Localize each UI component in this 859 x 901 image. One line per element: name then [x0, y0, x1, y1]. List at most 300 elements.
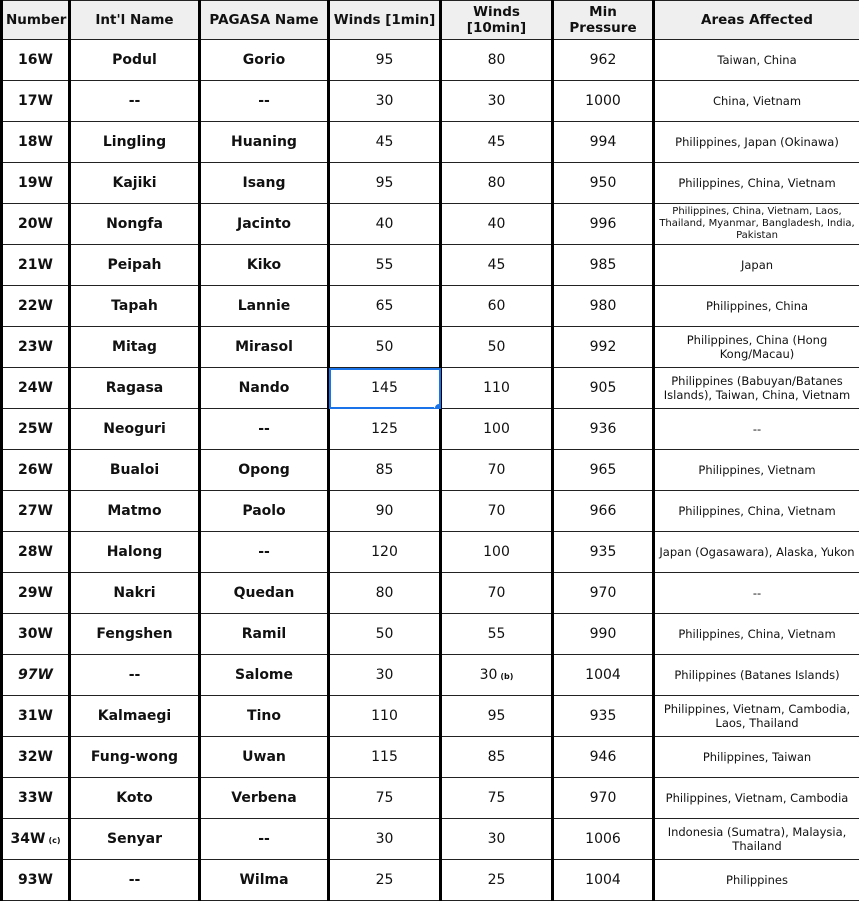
- cell-pagasa-name[interactable]: [200, 737, 329, 778]
- cell-text: 994: [589, 134, 617, 150]
- cell-text: 95: [487, 708, 506, 724]
- cell-text: Jacinto: [236, 216, 292, 232]
- cell-text: 16W: [18, 52, 53, 68]
- cell-min-pressure[interactable]: [553, 204, 654, 245]
- cell-text: 27W: [18, 503, 53, 519]
- cell-text: 935: [589, 708, 617, 724]
- cell-text: 34W: [10, 831, 46, 847]
- cell-number[interactable]: [2, 409, 70, 450]
- cell-text: Salome: [234, 667, 294, 683]
- cell-winds-10min[interactable]: [441, 860, 553, 901]
- cell-intl-name[interactable]: [70, 614, 200, 655]
- table-row: [2, 737, 859, 778]
- cell-pagasa-name[interactable]: [200, 532, 329, 573]
- cell-winds-1min[interactable]: [329, 327, 441, 368]
- table-row: [2, 614, 859, 655]
- table-row: [2, 778, 859, 819]
- cell-intl-name[interactable]: [70, 163, 200, 204]
- cell-number[interactable]: [2, 286, 70, 327]
- cell-text: --: [128, 93, 141, 109]
- cell-text: 20W: [18, 216, 53, 232]
- cell-intl-name[interactable]: [70, 778, 200, 819]
- cell-text: Philippines, China, Vietnam: [678, 176, 836, 190]
- cell-winds-10min[interactable]: [441, 81, 553, 122]
- cell-winds-1min[interactable]: [329, 819, 441, 860]
- cell-text: Bualoi: [109, 462, 160, 478]
- cell-min-pressure[interactable]: [553, 778, 654, 819]
- cell-number[interactable]: [2, 122, 70, 163]
- cell-number[interactable]: [2, 778, 70, 819]
- cell-intl-name[interactable]: [70, 245, 200, 286]
- cell-number[interactable]: [2, 655, 70, 696]
- cell-text: Wilma: [239, 872, 289, 888]
- cell-text: 935: [589, 544, 617, 560]
- cell-areas-affected[interactable]: [654, 81, 859, 122]
- cell-number[interactable]: [2, 450, 70, 491]
- cell-text: Ramil: [241, 626, 287, 642]
- cell-intl-name[interactable]: [70, 737, 200, 778]
- cell-number[interactable]: [2, 737, 70, 778]
- cell-text: Neoguri: [103, 421, 166, 437]
- cell-areas-affected[interactable]: [654, 655, 859, 696]
- cell-min-pressure[interactable]: [553, 81, 654, 122]
- cell-number[interactable]: [2, 163, 70, 204]
- cell-intl-name[interactable]: [70, 573, 200, 614]
- cell-winds-10min[interactable]: [441, 163, 553, 204]
- cell-min-pressure[interactable]: [553, 368, 654, 409]
- cell-text: 17W: [18, 93, 53, 109]
- cell-areas-affected[interactable]: [654, 368, 859, 409]
- cell-areas-affected[interactable]: [654, 286, 859, 327]
- cell-text: 996: [589, 216, 617, 232]
- table-row: [2, 245, 859, 286]
- cell-areas-affected[interactable]: [654, 737, 859, 778]
- cell-number[interactable]: [2, 614, 70, 655]
- cell-text: 25: [487, 872, 506, 888]
- cell-pagasa-name[interactable]: [200, 204, 329, 245]
- cell-areas-affected[interactable]: [654, 860, 859, 901]
- cell-areas-affected[interactable]: [654, 614, 859, 655]
- cell-areas-affected[interactable]: [654, 450, 859, 491]
- cell-text: Philippines (Batanes Islands): [674, 668, 840, 682]
- cell-winds-1min[interactable]: [329, 368, 441, 409]
- cell-winds-10min[interactable]: [441, 327, 553, 368]
- cell-text: 75: [487, 790, 506, 806]
- cell-text: 31W: [18, 708, 53, 724]
- cell-text: 946: [589, 749, 617, 765]
- cell-text: Philippines, Japan (Okinawa): [675, 135, 839, 149]
- cell-text: 1004: [585, 667, 621, 683]
- cell-number[interactable]: [2, 696, 70, 737]
- cell-text: 980: [589, 298, 617, 314]
- cell-text: 115: [371, 749, 398, 765]
- cell-text: 80: [487, 52, 506, 68]
- cell-text: Philippines, China, Vietnam: [678, 504, 836, 518]
- cell-min-pressure[interactable]: [553, 737, 654, 778]
- cell-pagasa-name[interactable]: [200, 614, 329, 655]
- cell-winds-10min[interactable]: [441, 573, 553, 614]
- header-winds-10min[interactable]: Winds [10min]: [441, 1, 553, 40]
- cell-intl-name[interactable]: [70, 655, 200, 696]
- table-row: [2, 286, 859, 327]
- cell-text: Nongfa: [106, 216, 163, 232]
- cell-winds-10min[interactable]: [441, 122, 553, 163]
- cell-pagasa-name[interactable]: [200, 327, 329, 368]
- cell-pagasa-name[interactable]: [200, 245, 329, 286]
- cell-areas-affected[interactable]: [654, 819, 859, 860]
- cell-winds-10min[interactable]: [441, 409, 553, 450]
- cell-text: 19W: [18, 175, 53, 191]
- cell-text: 100: [483, 421, 510, 437]
- cell-min-pressure[interactable]: [553, 573, 654, 614]
- cell-number[interactable]: [2, 573, 70, 614]
- table-row: [2, 204, 859, 245]
- cell-min-pressure[interactable]: [553, 122, 654, 163]
- cell-text: --: [258, 421, 270, 437]
- footnote-marker: (c): [48, 836, 61, 845]
- cell-text: Verbena: [231, 790, 297, 806]
- cell-pagasa-name[interactable]: [200, 696, 329, 737]
- table-row: [2, 819, 859, 860]
- cell-text: 145: [371, 380, 398, 396]
- cell-text: 97W: [18, 667, 53, 683]
- cell-text: 93W: [18, 872, 53, 888]
- cell-text: 125: [371, 421, 398, 437]
- cell-text: 1006: [585, 831, 621, 847]
- cell-text: 30: [479, 667, 498, 683]
- cell-text: Kiko: [246, 257, 282, 273]
- cell-text: 1000: [585, 93, 621, 109]
- cell-areas-affected[interactable]: [654, 122, 859, 163]
- cell-areas-affected[interactable]: [654, 532, 859, 573]
- cell-text: Kajiki: [112, 175, 157, 191]
- cell-text: Ragasa: [105, 380, 164, 396]
- cell-min-pressure[interactable]: [553, 696, 654, 737]
- cell-min-pressure[interactable]: [553, 491, 654, 532]
- cell-text: Podul: [112, 52, 157, 68]
- cell-intl-name[interactable]: [70, 122, 200, 163]
- cell-min-pressure[interactable]: [553, 163, 654, 204]
- header-min-pressure[interactable]: Min Pressure: [553, 1, 654, 40]
- cell-text: 55: [375, 257, 394, 273]
- header-areas-affected[interactable]: Areas Affected: [654, 1, 859, 40]
- cell-text: Senyar: [106, 831, 163, 847]
- cell-text: Opong: [238, 462, 290, 478]
- cell-text: Lannie: [237, 298, 291, 314]
- cell-text: Fung-wong: [90, 749, 179, 765]
- cell-winds-10min[interactable]: [441, 40, 553, 81]
- cell-text: 992: [589, 339, 617, 355]
- cell-text: 90: [375, 503, 394, 519]
- cell-text: Tino: [247, 708, 281, 724]
- cell-text: --: [128, 667, 141, 683]
- cell-text: 75: [375, 790, 394, 806]
- cell-winds-1min[interactable]: [329, 450, 441, 491]
- cell-text: 970: [589, 585, 617, 601]
- cell-intl-name[interactable]: [70, 327, 200, 368]
- cell-text: 962: [589, 52, 617, 68]
- cell-pagasa-name[interactable]: [200, 368, 329, 409]
- cell-text: 29W: [18, 585, 53, 601]
- cell-areas-affected[interactable]: [654, 245, 859, 286]
- cell-text: Gorio: [242, 52, 286, 68]
- cell-pagasa-name[interactable]: [200, 409, 329, 450]
- cell-areas-affected[interactable]: [654, 327, 859, 368]
- header-row: [2, 1, 859, 40]
- table-row: [2, 491, 859, 532]
- cell-text: 23W: [18, 339, 53, 355]
- cell-text: Mitag: [112, 339, 157, 355]
- cell-text: 965: [589, 462, 617, 478]
- cell-winds-10min[interactable]: [441, 778, 553, 819]
- cell-winds-10min[interactable]: [441, 204, 553, 245]
- cell-text: 70: [487, 585, 506, 601]
- cell-areas-affected[interactable]: [654, 573, 859, 614]
- cell-winds-10min[interactable]: [441, 286, 553, 327]
- cell-intl-name[interactable]: [70, 40, 200, 81]
- cell-winds-1min[interactable]: [329, 737, 441, 778]
- cell-text: China, Vietnam: [712, 94, 802, 108]
- cell-min-pressure[interactable]: [553, 614, 654, 655]
- cell-text: Philippines, China: [705, 299, 809, 313]
- cell-text: 80: [375, 585, 394, 601]
- cell-number[interactable]: [2, 81, 70, 122]
- cell-text: 24W: [18, 380, 53, 396]
- table-row: [2, 573, 859, 614]
- cell-text: Koto: [116, 790, 153, 806]
- cell-text: 55: [487, 626, 506, 642]
- cell-min-pressure[interactable]: [553, 450, 654, 491]
- cell-winds-10min[interactable]: [441, 819, 553, 860]
- cell-winds-1min[interactable]: [329, 163, 441, 204]
- cell-winds-1min[interactable]: [329, 245, 441, 286]
- cell-min-pressure[interactable]: [553, 655, 654, 696]
- cell-text: 45: [487, 134, 506, 150]
- cell-text: Matmo: [107, 503, 162, 519]
- cell-intl-name[interactable]: [70, 409, 200, 450]
- cell-pagasa-name[interactable]: [200, 163, 329, 204]
- cell-intl-name[interactable]: [70, 81, 200, 122]
- cell-min-pressure[interactable]: [553, 532, 654, 573]
- cell-text: Nando: [238, 380, 290, 396]
- cell-winds-10min[interactable]: [441, 245, 553, 286]
- cell-winds-1min[interactable]: [329, 696, 441, 737]
- cell-intl-name[interactable]: [70, 204, 200, 245]
- cell-text: Quedan: [233, 585, 295, 601]
- footnote-marker: (b): [500, 672, 514, 681]
- cell-pagasa-name[interactable]: [200, 286, 329, 327]
- table-row: [2, 409, 859, 450]
- cell-text: 33W: [18, 790, 53, 806]
- header-intl-name[interactable]: Int'l Name: [70, 1, 200, 40]
- cell-text: 936: [589, 421, 617, 437]
- table-row: [2, 122, 859, 163]
- cell-text: 65: [375, 298, 394, 314]
- cell-text: 95: [375, 175, 394, 191]
- cell-intl-name[interactable]: [70, 491, 200, 532]
- cell-text: 45: [375, 134, 394, 150]
- cell-text: 990: [589, 626, 617, 642]
- cell-text: Huaning: [231, 134, 297, 150]
- cell-text: Peipah: [107, 257, 162, 273]
- cell-text: --: [258, 544, 270, 560]
- cell-min-pressure[interactable]: [553, 327, 654, 368]
- cell-text: Isang: [242, 175, 286, 191]
- cell-pagasa-name[interactable]: [200, 491, 329, 532]
- cell-text: 100: [483, 544, 510, 560]
- cell-pagasa-name[interactable]: [200, 655, 329, 696]
- cell-areas-affected[interactable]: [654, 163, 859, 204]
- cell-winds-1min[interactable]: [329, 40, 441, 81]
- cell-min-pressure[interactable]: [553, 860, 654, 901]
- cell-winds-1min[interactable]: [329, 491, 441, 532]
- cell-text: 50: [375, 626, 394, 642]
- cell-text: 85: [487, 749, 506, 765]
- cell-min-pressure[interactable]: [553, 286, 654, 327]
- cell-min-pressure[interactable]: [553, 245, 654, 286]
- cell-text: Halong: [106, 544, 163, 560]
- cell-areas-affected[interactable]: [654, 778, 859, 819]
- cell-winds-10min[interactable]: [441, 368, 553, 409]
- cell-winds-1min[interactable]: [329, 286, 441, 327]
- header-pagasa-name[interactable]: PAGASA Name: [200, 1, 329, 40]
- cell-pagasa-name[interactable]: [200, 819, 329, 860]
- cell-areas-affected[interactable]: [654, 204, 859, 245]
- cell-text: 32W: [18, 749, 53, 765]
- cell-number[interactable]: [2, 245, 70, 286]
- cell-winds-10min[interactable]: [441, 737, 553, 778]
- cell-text: Philippines, Taiwan: [702, 750, 812, 764]
- cell-number[interactable]: [2, 368, 70, 409]
- cell-text: 985: [589, 257, 617, 273]
- cell-min-pressure[interactable]: [553, 40, 654, 81]
- cell-text: Kalmaegi: [97, 708, 172, 724]
- cell-intl-name[interactable]: [70, 860, 200, 901]
- cell-number[interactable]: [2, 327, 70, 368]
- cell-text: 21W: [18, 257, 53, 273]
- cell-areas-affected[interactable]: [654, 409, 859, 450]
- cell-text: Philippines, Vietnam: [698, 463, 816, 477]
- cell-winds-10min[interactable]: [441, 696, 553, 737]
- cell-text: 25: [375, 872, 394, 888]
- table-row: [2, 450, 859, 491]
- cell-winds-10min[interactable]: [441, 450, 553, 491]
- cell-text: 60: [487, 298, 506, 314]
- cell-intl-name[interactable]: [70, 450, 200, 491]
- cell-min-pressure[interactable]: [553, 819, 654, 860]
- cell-number[interactable]: [2, 40, 70, 81]
- table-row: [2, 860, 859, 901]
- cell-areas-affected[interactable]: [654, 40, 859, 81]
- cell-text: Japan: [740, 258, 774, 272]
- cell-text: 950: [589, 175, 617, 191]
- cell-text: 30: [375, 831, 394, 847]
- cell-text: Philippines, China, Vietnam, Laos, Thailand, Myanmar, Bangladesh, India, Pakistan: [659, 206, 855, 241]
- cell-winds-1min[interactable]: [329, 614, 441, 655]
- cell-pagasa-name[interactable]: [200, 778, 329, 819]
- cell-text: 30: [375, 667, 394, 683]
- cell-pagasa-name[interactable]: [200, 40, 329, 81]
- table-row: [2, 163, 859, 204]
- cell-winds-10min[interactable]: [441, 655, 553, 696]
- cell-winds-10min[interactable]: [441, 614, 553, 655]
- header-number[interactable]: Number: [2, 1, 70, 40]
- cell-intl-name[interactable]: [70, 819, 200, 860]
- cell-pagasa-name[interactable]: [200, 81, 329, 122]
- cell-number[interactable]: [2, 491, 70, 532]
- cell-text: 45: [487, 257, 506, 273]
- cell-winds-1min[interactable]: [329, 204, 441, 245]
- table-row: [2, 327, 859, 368]
- cell-text: 18W: [18, 134, 53, 150]
- cell-winds-1min[interactable]: [329, 655, 441, 696]
- cell-text: Tapah: [111, 298, 158, 314]
- cell-pagasa-name[interactable]: [200, 860, 329, 901]
- cell-pagasa-name[interactable]: [200, 573, 329, 614]
- cell-intl-name[interactable]: [70, 532, 200, 573]
- cell-text: Philippines: [726, 873, 788, 887]
- cell-winds-1min[interactable]: [329, 860, 441, 901]
- cell-text: Philippines, Vietnam, Cambodia, Laos, Thailand: [663, 702, 851, 730]
- cell-text: 22W: [18, 298, 53, 314]
- cell-winds-1min[interactable]: [329, 81, 441, 122]
- cell-winds-1min[interactable]: [329, 778, 441, 819]
- cell-intl-name[interactable]: [70, 696, 200, 737]
- cell-winds-1min[interactable]: [329, 573, 441, 614]
- cell-number[interactable]: [2, 532, 70, 573]
- cell-text: Philippines, Vietnam, Cambodia: [665, 791, 849, 805]
- cell-text: 30: [375, 93, 394, 109]
- cell-number[interactable]: [2, 204, 70, 245]
- cell-areas-affected[interactable]: [654, 491, 859, 532]
- cell-intl-name[interactable]: [70, 286, 200, 327]
- cell-text: 70: [487, 503, 506, 519]
- cell-text: 50: [487, 339, 506, 355]
- cell-text: 80: [487, 175, 506, 191]
- cell-text: Fengshen: [96, 626, 173, 642]
- cell-text: 40: [487, 216, 506, 232]
- cell-pagasa-name[interactable]: [200, 450, 329, 491]
- cell-text: 966: [589, 503, 617, 519]
- cell-text: Taiwan, China: [717, 53, 797, 67]
- cell-intl-name[interactable]: [70, 368, 200, 409]
- cell-areas-affected[interactable]: [654, 696, 859, 737]
- cell-min-pressure[interactable]: [553, 409, 654, 450]
- cell-text: 110: [483, 380, 510, 396]
- cell-winds-1min[interactable]: [329, 122, 441, 163]
- cell-number[interactable]: [2, 819, 70, 860]
- cell-text: Japan (Ogasawara), Alaska, Yukon: [659, 545, 855, 559]
- cell-winds-10min[interactable]: [441, 532, 553, 573]
- cell-text: 970: [589, 790, 617, 806]
- cell-winds-1min[interactable]: [329, 409, 441, 450]
- header-winds-1min[interactable]: Winds [1min]: [329, 1, 441, 40]
- cell-text: Mirasol: [235, 339, 293, 355]
- table-row: [2, 81, 859, 122]
- cell-number[interactable]: [2, 860, 70, 901]
- cell-text: 120: [371, 544, 398, 560]
- fill-handle[interactable]: [434, 403, 441, 409]
- cell-text: 25W: [18, 421, 53, 437]
- cell-winds-1min[interactable]: [329, 532, 441, 573]
- cell-text: 28W: [18, 544, 53, 560]
- table-row: [2, 532, 859, 573]
- cell-text: --: [752, 586, 762, 600]
- cell-pagasa-name[interactable]: [200, 122, 329, 163]
- cell-text: 30W: [18, 626, 53, 642]
- cell-winds-10min[interactable]: [441, 491, 553, 532]
- cell-text: 30: [487, 93, 506, 109]
